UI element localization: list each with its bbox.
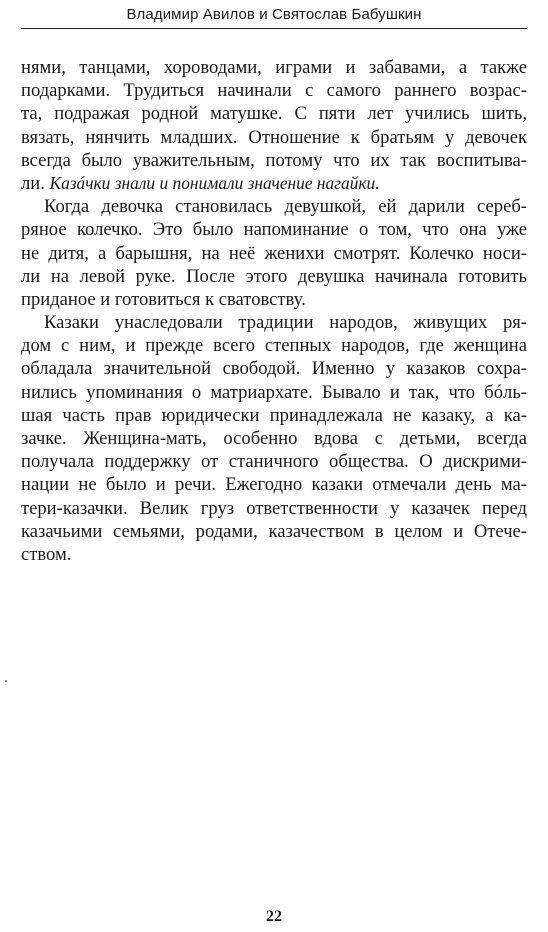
text-line: получала поддержку от станичного общества. О дискрими- (21, 451, 527, 473)
paragraph-3 (21, 311, 527, 566)
text-line: зачке. Женщина-мать, особенно вдова с детьми, всегда (21, 428, 527, 449)
text-line: нации не было и речи. Ежегодно казаки отмечали день ма- (21, 474, 527, 496)
text-line: шая часть прав юридически принадлежала не казаку, а ка- (21, 404, 527, 426)
text-line: нями, танцами, хороводами, играми и забавами, а также (21, 57, 527, 78)
paragraph-1 (21, 56, 527, 195)
text-line: Когда девочка становилась девушкой, ей дарили сереб- (44, 196, 527, 218)
text-line: ли на левой руке. После этого девушка начинала готовить (21, 265, 527, 287)
text-line: обладала значительной свободой. Именно у казаков сохра- (21, 358, 527, 380)
text-line: вязать, нянчить младших. Отношение к братьям у девочек (21, 126, 527, 148)
text-line: не дитя, а барышня, на неё женихи смотрят. Колечко носи- (21, 242, 527, 264)
text-line: казачьими семьями, родами, казачеством в целом и Отече- (21, 520, 527, 542)
running-title: Владимир Авилов и Святослав Бабушкин (126, 6, 422, 23)
text-line: подарками. Трудиться начинали с самого раннего возрас- (21, 80, 527, 102)
text-line: та, подражая родной матушке. С пяти лет учились шить, (21, 103, 527, 125)
text-line: нились упоминания о матриархате. Бывало и так, что бóль- (21, 381, 527, 403)
text-line: тери-казачки. Велик груз ответственности у казачек перед (21, 497, 527, 519)
text-line: всегда было уважительным, потому что их так воспитыва- (21, 149, 527, 171)
paragraph-2 (21, 195, 527, 311)
text-line: Казаки унаследовали традиции народов, живущих ря- (44, 312, 527, 334)
text-line: дом с ним, и прежде всего степных народов, где женщина (21, 335, 527, 357)
text-line: приданое и готовиться к сватовству. (21, 288, 306, 310)
text-fragment: ли. (21, 172, 50, 194)
text-line (21, 172, 527, 195)
text-line: ством. (21, 543, 72, 565)
italic-sentence: Казáчки знали и понимали значение нагайки. (49, 172, 380, 193)
text-line: ряное колечко. Это было напоминание о том, что она уже (21, 219, 527, 241)
running-header (21, 6, 527, 29)
scan-speck (5, 680, 7, 682)
body-text (21, 56, 527, 566)
page-number: 22 (266, 908, 282, 925)
